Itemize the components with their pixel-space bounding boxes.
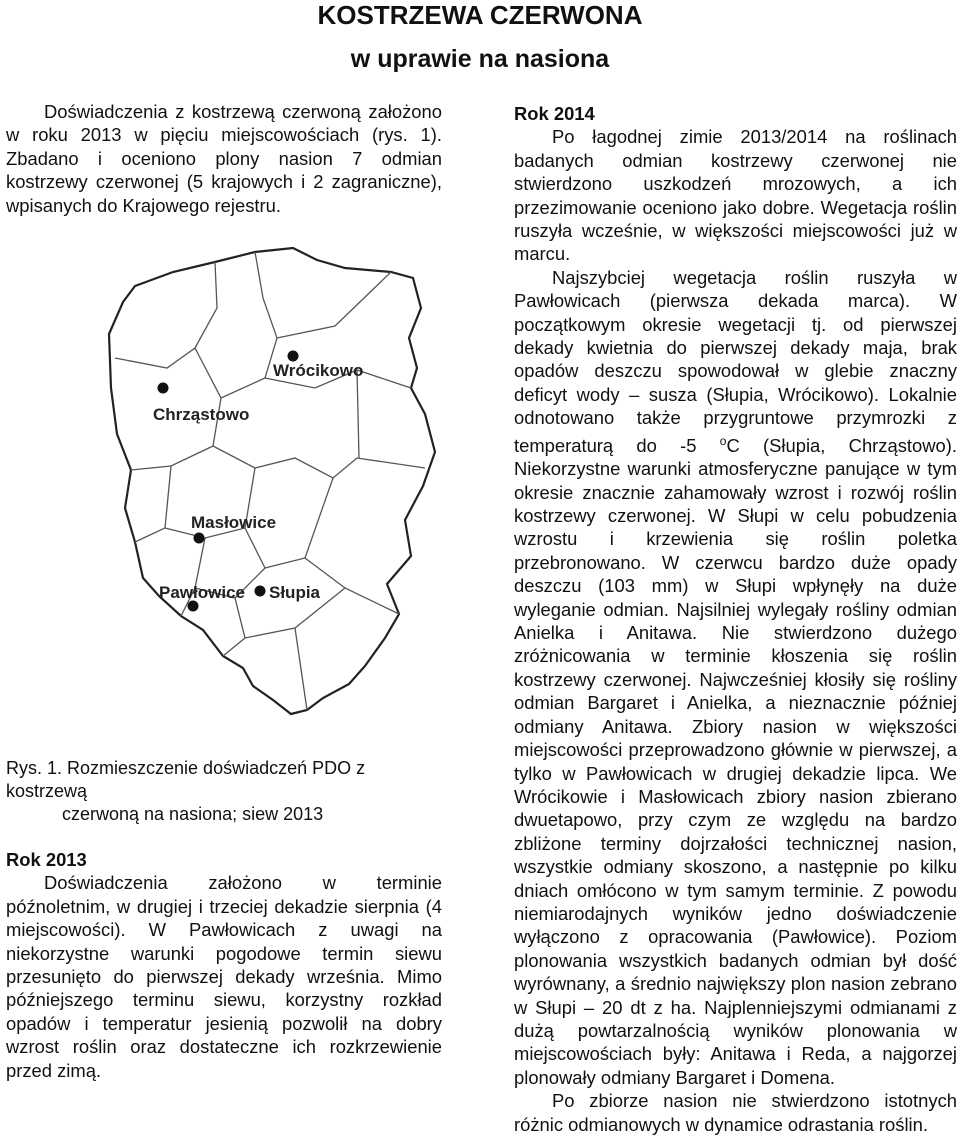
intro-section: [6, 100, 442, 217]
section-rok-2013: [6, 848, 442, 1082]
label-pawlowice: Pawłowice: [159, 583, 245, 602]
label-chrzastowo: Chrząstowo: [153, 405, 250, 424]
paragraph-2014-1: Po łagodnej zimie 2013/2014 na roślinach badanych odmian kostrzewy czerwonej nie stwierdzono uszkodzeń mrozowych, a ich przezimowanie oceniono jako dobre. Wegetacja roślin ruszyła wcześnie, w większości miejscowości już w marcu.: [514, 126, 957, 265]
paragraph-2014-2b: C (Słupia, Chrząstowo). Niekorzystne warunki atmosferyczne panujące w tym okresie znacznie zahamowały wzrost i rozwój roślin kostrzewy czerwonej. W Słupi w celu pobudzenia wzrostu i krzewienia się roślin poletka przebronowano. W czerwcu bardzo duże opady deszczu (103 mm) w Słupi wpłynęły na duże wyleganie odmian. Najsilniej wylegały rośliny odmian Anielka i Anitawa. Nie stwierdzono dużego zróżnicowania w terminie kłoszenia się roślin kostrzewy czerwonej. Najwcześniej kłosiły się rośliny odmian Bargaret i Anielka, a nieznacznie później odmiany Anitawa. Zbiory nasion w większości miejscowości przeprowadzono głównie w pierwszej, a tylko w Pawłowicach w drugiej dekadzie lipca. We Wrócikowie i Masłowicach zbiory nasion zbierano dwuetapowo, przy czym ze względu na bardzo zbliżone terminy dojrzałości technicznej nasion, wszystkie odmiany skoszono, a następnie po kilku dniach omłócono w tym samym terminie. Z powodu niemiarodajnych wyników jedno doświadczenie wyłączono z opracowania (Pawłowice). Poziom plonowania wszystkich badanych odmian był dość wyrównany, a średnio największy plon nasion zebrano w Słupi – 20 dt z ha. Najplenniejszymi odmianami z dużą powtarzalnością wyników plonowania w miejscowościach były: Anitawa i Reda, a najgorzej plonowały odmiany Bargaret i Domena.: [514, 434, 957, 1088]
paragraph-2013: Doświadczenia założono w terminie późnoletnim, w drugiej i trzeciej dekadzie sierpnia (4 miejscowości). W Pawłowicach z uwagi na niekorzystne warunki pogodowe termin siewu przesunięto do pierwszej dekady września. Mimo późniejszego terminu siewu, korzystny rozkład opadów i temperatur jesienią pozwolił na dobry wzrost roślin oraz dostateczne ich rozkrzewienie przed zimą.: [6, 872, 442, 1081]
figure-caption: [6, 757, 442, 826]
poland-map: [95, 238, 440, 748]
label-slupia: Słupia: [269, 583, 321, 602]
paragraph-2014-2: [514, 266, 957, 1089]
page-title: KOSTRZEWA CZERWONA: [317, 0, 643, 30]
location-marker-slupia: [255, 586, 266, 597]
caption-line-1: Rys. 1. Rozmieszczenie doświadczeń PDO z kostrzewą: [6, 758, 366, 801]
poland-outline: [109, 248, 435, 714]
caption-line-2: czerwoną na nasiona; siew 2013: [62, 804, 324, 824]
label-maslowice: Masłowice: [191, 513, 277, 532]
location-marker-pawlowice: [188, 601, 199, 612]
paragraph-2014-3: Po zbiorze nasion nie stwierdzono istotnych różnic odmianowych w dynamice odrastania roślin.: [514, 1090, 957, 1135]
section-heading-2013: Rok 2013: [6, 849, 87, 870]
label-wrocikowo: Wrócikowo: [273, 361, 364, 380]
location-marker-wrocikowo: [288, 351, 299, 362]
location-marker-maslowice: [194, 533, 205, 544]
paragraph-2014-2a: Najszybciej wegetacja roślin ruszyła w Pawłowicach (pierwsza dekada marca). W początkowym okresie wegetacji tj. od pierwszej dekady kwietnia do pierwszej dekady maja, brak opadów deszczu spowodował w glebie znaczny deficyt wody – susza (Słupia, Wrócikowo). Lokalnie odnotowano także przygruntowe przymrozki z temperaturą do -5: [514, 266, 957, 456]
intro-paragraph: Doświadczenia z kostrzewą czerwoną założono w roku 2013 w pięciu miejscowościach (rys. 1). Zbadano i oceniono plony nasion 7 odmian kostrzewy czerwonej (5 krajowych i 2 zagraniczne), wpisanych do Krajowego rejestru.: [6, 101, 442, 216]
degree-superscript: o: [719, 433, 727, 448]
section-heading-2014: Rok 2014: [514, 103, 595, 124]
location-marker-chrzastowo: [158, 383, 169, 394]
page-subtitle: w uprawie na nasiona: [350, 45, 610, 73]
section-rok-2014: [514, 102, 957, 1136]
